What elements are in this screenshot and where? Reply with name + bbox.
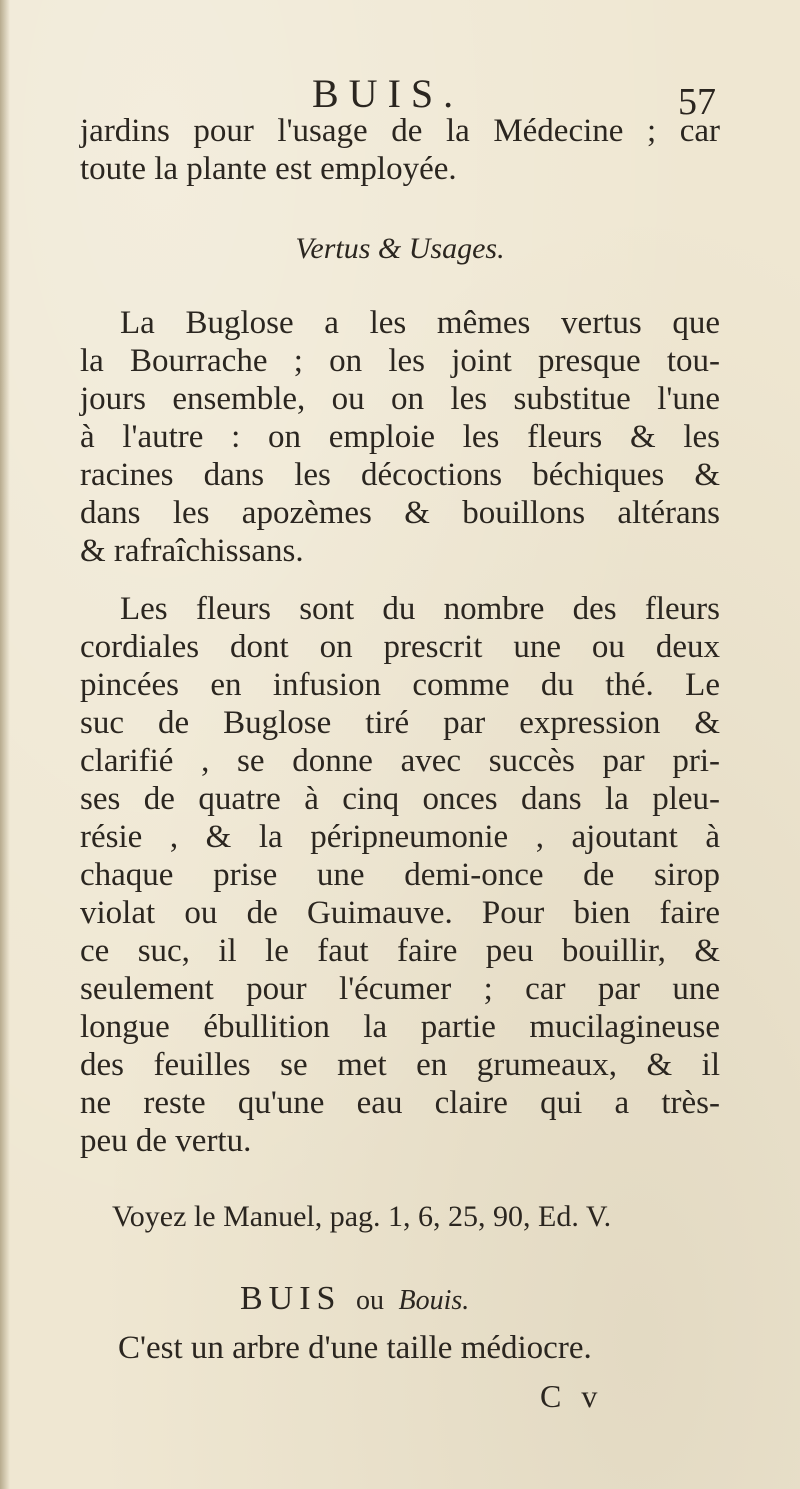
text-line: Les fleurs sont du nombre des fleurs bbox=[120, 591, 720, 627]
text-line: peu de vertu. bbox=[80, 1123, 252, 1159]
text-line: résie , & la péripneumonie , ajoutant à bbox=[80, 819, 720, 855]
paragraph-1 bbox=[80, 304, 720, 570]
intro-text bbox=[80, 112, 720, 188]
text-line: violat ou de Guimauve. Pour bien faire bbox=[80, 895, 720, 931]
paragraph-2 bbox=[80, 590, 720, 1160]
text-line: ce suc, il le faut faire peu bouillir, & bbox=[80, 933, 720, 969]
text-line: la Bourrache ; on les joint presque tou- bbox=[80, 343, 720, 379]
text-line: ne reste qu'une eau claire qui a très- bbox=[80, 1085, 720, 1121]
text-line: pincées en infusion comme du thé. Le bbox=[80, 667, 720, 703]
text-line: suc de Buglose tiré par expression & bbox=[80, 705, 720, 741]
text-line: des feuilles se met en grumeaux, & il bbox=[80, 1047, 720, 1083]
text-line: chaque prise une demi-once de sirop bbox=[80, 857, 720, 893]
text-line: jardins pour l'usage de la Médecine ; car bbox=[80, 113, 720, 149]
entry-heading bbox=[240, 1280, 469, 1318]
manual-reference: Voyez le Manuel, pag. 1, 6, 25, 90, Ed. V. bbox=[112, 1200, 612, 1233]
text-line: longue ébullition la partie mucilagineuse bbox=[80, 1009, 720, 1045]
entry-title: BUIS bbox=[240, 1280, 342, 1317]
page-number: 57 bbox=[678, 81, 716, 123]
entry-alternate-name: Bouis. bbox=[398, 1285, 470, 1316]
section-heading: Vertus & Usages. bbox=[295, 232, 505, 265]
signature-mark: C v bbox=[540, 1378, 604, 1414]
entry-connector: ou bbox=[355, 1285, 384, 1316]
running-title: BUIS. bbox=[312, 71, 464, 116]
text-line: jours ensemble, ou on les substitue l'une bbox=[80, 381, 720, 417]
text-line: seulement pour l'écumer ; car par une bbox=[80, 971, 720, 1007]
text-line: dans les apozèmes & bouillons altérans bbox=[80, 495, 720, 531]
text-line: & rafraîchissans. bbox=[80, 533, 304, 569]
binding-edge bbox=[0, 0, 10, 1489]
text-line: toute la plante est employée. bbox=[80, 151, 457, 187]
text-line: La Buglose a les mêmes vertus que bbox=[120, 305, 720, 341]
text-line: racines dans les décoctions béchiques & bbox=[80, 457, 720, 493]
text-line: à l'autre : on emploie les fleurs & les bbox=[80, 419, 720, 455]
text-line: clarifié , se donne avec succès par pri- bbox=[80, 743, 720, 779]
entry-text: C'est un arbre d'une taille médiocre. bbox=[118, 1330, 592, 1366]
text-line: ses de quatre à cinq onces dans la pleu- bbox=[80, 781, 720, 817]
text-line: cordiales dont on prescrit une ou deux bbox=[80, 629, 720, 665]
